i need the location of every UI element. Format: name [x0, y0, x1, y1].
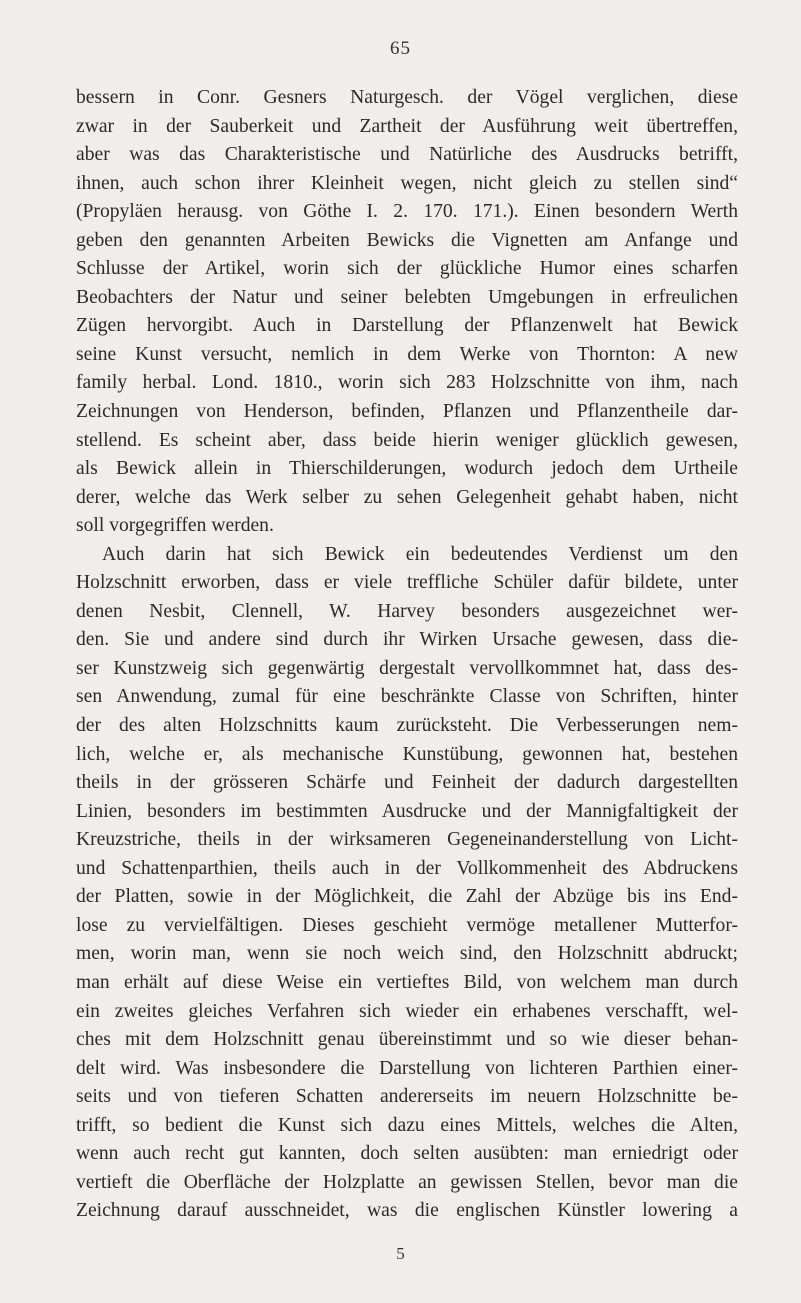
text-line-35: delt wird. Was insbesondere die Darstellung von lichteren Parthien einer- [76, 1057, 738, 1079]
text-line-14: als Bewick allein in Thierschilderungen, wodurch jedoch dem Urtheile [76, 458, 738, 480]
text-line-16: soll vorgegriffen werden. [76, 515, 274, 537]
text-line-40: Zeichnung darauf ausschneidet, was die englischen Künstler lowering a [76, 1200, 738, 1222]
page-number: 65 [390, 38, 411, 59]
text-line-33: ein zweites gleiches Verfahren sich wieder ein erhabenes verschafft, wel- [76, 1000, 738, 1022]
text-line-38: wenn auch recht gut kannten, doch selten ausübten: man erniedrigt oder [76, 1143, 738, 1165]
text-line-18: Holzschnitt erworben, dass er viele treffliche Schüler dafür bildete, unter [76, 572, 738, 594]
text-line-11: family herbal. Lond. 1810., worin sich 283 Holzschnitte von ihm, nach [76, 372, 738, 394]
text-line-17: Auch darin hat sich Bewick ein bedeutendes Verdienst um den [102, 543, 738, 565]
text-line-27: Kreuzstriche, theils in der wirksameren Gegeneinanderstellung von Licht- [76, 829, 738, 851]
text-line-5: (Propyläen herausg. von Göthe I. 2. 170. 171.). Einen besondern Werth [76, 201, 738, 223]
text-line-21: ser Kunstzweig sich gegenwärtig dergestalt vervollkommnet hat, dass des- [76, 657, 738, 679]
text-line-13: stellend. Es scheint aber, dass beide hierin weniger glücklich gewesen, [76, 429, 738, 451]
text-line-9: Zügen hervorgibt. Auch in Darstellung der Pflanzenwelt hat Bewick [76, 315, 738, 337]
text-line-20: den. Sie und andere sind durch ihr Wirken Ursache gewesen, dass die- [76, 629, 738, 651]
text-line-15: derer, welche das Werk selber zu sehen Gelegenheit gehabt haben, nicht [76, 486, 738, 508]
text-line-1: bessern in Conr. Gesners Naturgesch. der Vögel verglichen, diese [76, 87, 738, 108]
text-line-2: zwar in der Sauberkeit und Zartheit der Ausführung weit übertreffen, [76, 115, 738, 137]
body-text [76, 84, 738, 1226]
signature-mark: 5 [396, 1244, 405, 1263]
text-line-24: lich, welche er, als mechanische Kunstübung, gewonnen hat, bestehen [76, 743, 738, 765]
text-line-29: der Platten, sowie in der Möglichkeit, die Zahl der Abzüge bis ins End- [76, 886, 738, 908]
text-line-19: denen Nesbit, Clennell, W. Harvey besonders ausgezeichnet wer- [76, 600, 738, 622]
text-line-34: ches mit dem Holzschnitt genau übereinstimmt und so wie dieser behan- [76, 1029, 738, 1051]
text-line-6: geben den genannten Arbeiten Bewicks die Vignetten am Anfange und [76, 229, 738, 251]
text-line-10: seine Kunst versucht, nemlich in dem Werke von Thornton: A new [76, 343, 738, 365]
text-line-26: Linien, besonders im bestimmten Ausdrucke und der Mannigfaltigkeit der [76, 800, 738, 822]
text-line-12: Zeichnungen von Henderson, befinden, Pflanzen und Pflanzentheile dar- [76, 401, 738, 423]
text-line-36: seits und von tieferen Schatten andererseits im neuern Holzschnitte be- [76, 1086, 738, 1108]
text-line-7: Schlusse der Artikel, worin sich der glückliche Humor eines scharfen [76, 258, 738, 280]
text-line-8: Beobachters der Natur und seiner belebten Umgebungen in erfreulichen [76, 286, 738, 308]
text-line-4: ihnen, auch schon ihrer Kleinheit wegen, nicht gleich zu stellen sind“ [76, 172, 738, 194]
text-line-32: man erhält auf diese Weise ein vertieftes Bild, von welchem man durch [76, 971, 738, 993]
text-line-28: und Schattenparthien, theils auch in der Vollkommenheit des Abdruckens [76, 857, 738, 879]
text-line-3: aber was das Charakteristische und Natürliche des Ausdrucks betrifft, [76, 144, 738, 166]
text-line-37: trifft, so bedient die Kunst sich dazu eines Mittels, welches die Alten, [76, 1114, 738, 1136]
text-line-30: lose zu vervielfältigen. Dieses geschieht vermöge metallener Mutterfor- [76, 914, 738, 936]
text-line-25: theils in der grösseren Schärfe und Feinheit der dadurch dargestellten [76, 772, 738, 794]
text-line-23: der des alten Holzschnitts kaum zurücksteht. Die Verbesserungen nem- [76, 715, 738, 737]
text-line-31: men, worin man, wenn sie noch weich sind, den Holzschnitt abdruckt; [76, 943, 738, 965]
text-line-22: sen Anwendung, zumal für eine beschränkte Classe von Schriften, hinter [76, 686, 738, 708]
text-line-39: vertieft die Oberfläche der Holzplatte an gewissen Stellen, bevor man die [76, 1171, 738, 1193]
